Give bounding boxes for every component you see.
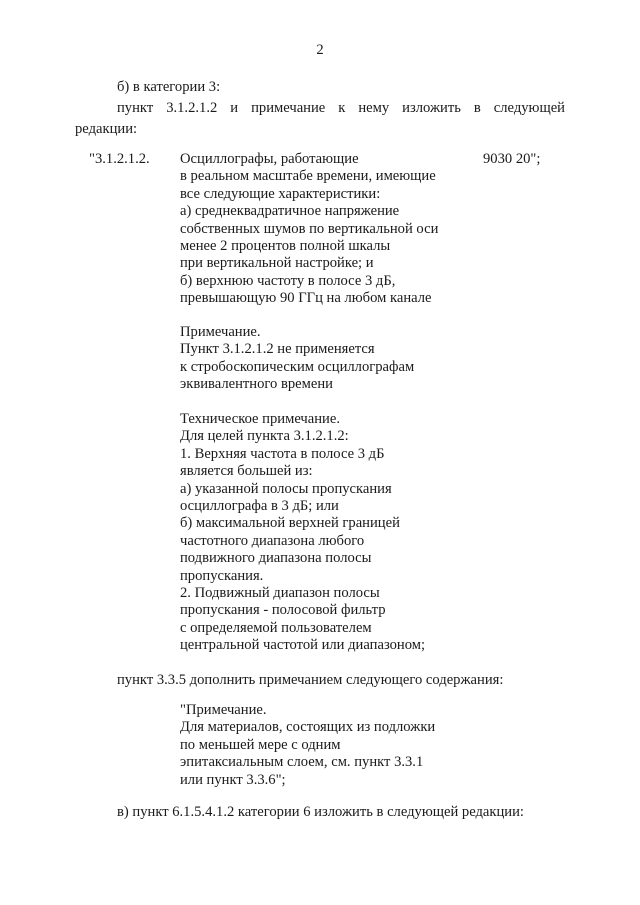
entry-customs-code: 9030 20"; <box>483 151 541 167</box>
entry-description <box>180 151 438 308</box>
description-line: Осциллографы, работающие <box>180 151 359 167</box>
quote-line: эпитаксиальным слоем, см. пункт 3.3.1 <box>180 754 424 771</box>
tech-note-line: 2. Подвижный диапазон полосы <box>180 584 380 601</box>
description-line: собственных шумов по вертикальной оси <box>180 220 439 237</box>
note-line: Примечание. <box>180 324 261 340</box>
tech-note-line: пропускания. <box>180 567 264 584</box>
quote-line: по меньшей мере с одним <box>180 736 341 753</box>
section-b-heading: б) в категории 3: <box>117 79 221 95</box>
description-line: превышающую 90 ГГц на любом канале <box>180 290 432 307</box>
quote-line: "Примечание. <box>180 702 267 718</box>
amendment-quote <box>180 702 435 789</box>
entry-technical-note <box>180 411 425 654</box>
tech-note-line: с определяемой пользователем <box>180 619 372 636</box>
tech-note-line: Для целей пункта 3.1.2.1.2: <box>180 428 349 445</box>
quote-line: Для материалов, состоящих из подложки <box>180 719 436 736</box>
description-line: все следующие характеристики: <box>180 185 381 202</box>
note-line: к стробоскопическим осциллографам <box>180 358 415 375</box>
tech-note-line: а) указанной полосы пропускания <box>180 480 392 497</box>
tech-note-line: осциллографа в 3 дБ; или <box>180 497 339 514</box>
description-line: менее 2 процентов полной шкалы <box>180 237 391 254</box>
entry-code: "3.1.2.1.2. <box>89 151 150 167</box>
description-line: в реальном масштабе времени, имеющие <box>180 168 436 185</box>
description-line: при вертикальной настройке; и <box>180 255 374 272</box>
page-number: 2 <box>316 42 324 58</box>
section-v-heading: в) пункт 6.1.5.4.1.2 категории 6 изложить в следующей редакции: <box>117 804 524 820</box>
tech-note-line: частотного диапазона любого <box>180 532 365 549</box>
description-line: б) верхнюю частоту в полосе 3 дБ, <box>180 272 396 289</box>
tech-note-line: 1. Верхняя частота в полосе 3 дБ <box>180 445 385 462</box>
entry-note <box>180 324 414 394</box>
note-line: эквивалентного времени <box>180 376 333 393</box>
tech-note-line: пропускания - полосовой фильтр <box>180 602 386 619</box>
tech-note-line: является большей из: <box>180 463 313 480</box>
note-line: Пункт 3.1.2.1.2 не применяется <box>180 341 375 358</box>
section-b-instruction-end: редакции: <box>75 121 138 137</box>
quote-line: или пункт 3.3.6"; <box>180 771 286 788</box>
tech-note-line: центральной частотой или диапазоном; <box>180 637 426 654</box>
section-b-instruction: пункт 3.1.2.1.2 и примечание к нему изложить в следующей <box>117 100 565 116</box>
tech-note-line: Техническое примечание. <box>180 411 340 427</box>
tech-note-line: подвижного диапазона полосы <box>180 550 372 567</box>
tech-note-line: б) максимальной верхней границей <box>180 515 400 532</box>
description-line: а) среднеквадратичное напряжение <box>180 203 400 220</box>
amendment-heading: пункт 3.3.5 дополнить примечанием следующего содержания: <box>117 672 504 688</box>
